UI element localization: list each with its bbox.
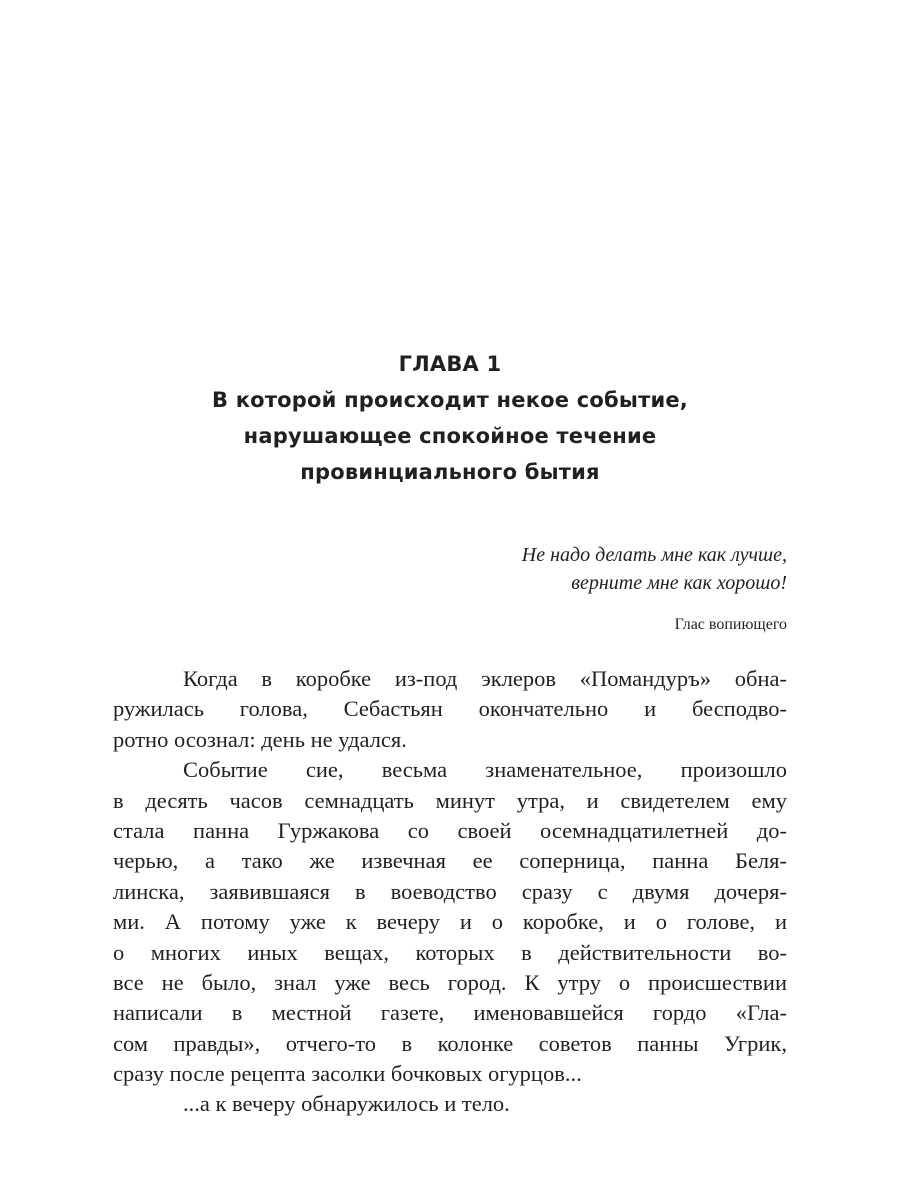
paragraph-line: ружилась голова, Себастьян окончательно и бесподво- — [113, 696, 787, 722]
paragraph-line: ротно осознал: день не удался. — [113, 726, 407, 752]
paragraph-line: ...а к вечеру обнаружилось и тело. — [183, 1091, 510, 1117]
paragraph-line: черью, а тако же извечная ее соперница, панна Беля- — [113, 848, 787, 874]
chapter-title-line: нарушающее спокойное течение — [243, 424, 657, 448]
chapter-title-line: В которой происходит некое событие, — [212, 388, 688, 412]
epigraph-line: верните мне как хорошо! — [571, 572, 787, 594]
paragraph-line: линска, заявившаяся в воеводство сразу с двумя дочеря- — [113, 878, 787, 904]
epigraph — [522, 541, 787, 635]
body-text — [113, 664, 787, 1120]
paragraph-line: написали в местной газете, именовавшейся гордо «Гла- — [113, 1000, 787, 1026]
paragraph-line: о многих иных вещах, которых в действительности во- — [113, 939, 787, 965]
paragraph-line: все не было, знал уже весь город. К утру о происшествии — [113, 969, 787, 995]
epigraph-attribution: Глас вопиющего — [674, 616, 787, 633]
paragraph-line: ми. А потому уже к вечеру и о коробке, и о голове, и — [113, 909, 787, 935]
chapter-heading — [100, 346, 800, 490]
paragraph-line: Событие сие, весьма знаменательное, произошло — [183, 757, 787, 783]
paragraph-line: сразу после рецепта засолки бочковых огурцов... — [113, 1061, 582, 1087]
paragraph-line: стала панна Гуржакова со своей осемнадцатилетней до- — [113, 817, 787, 843]
paragraph-line: Когда в коробке из-под эклеров «Помандуръ» обна- — [183, 666, 787, 691]
chapter-number: ГЛАВА 1 — [398, 352, 502, 376]
epigraph-line: Не надо делать мне как лучше, — [521, 544, 787, 566]
paragraph-line: в десять часов семнадцать минут утра, и свидетелем ему — [113, 787, 787, 813]
chapter-title-line: провинциального бытия — [300, 460, 600, 484]
paragraph-line: сом правды», отчего-то в колонке советов панны Угрик, — [113, 1030, 787, 1056]
